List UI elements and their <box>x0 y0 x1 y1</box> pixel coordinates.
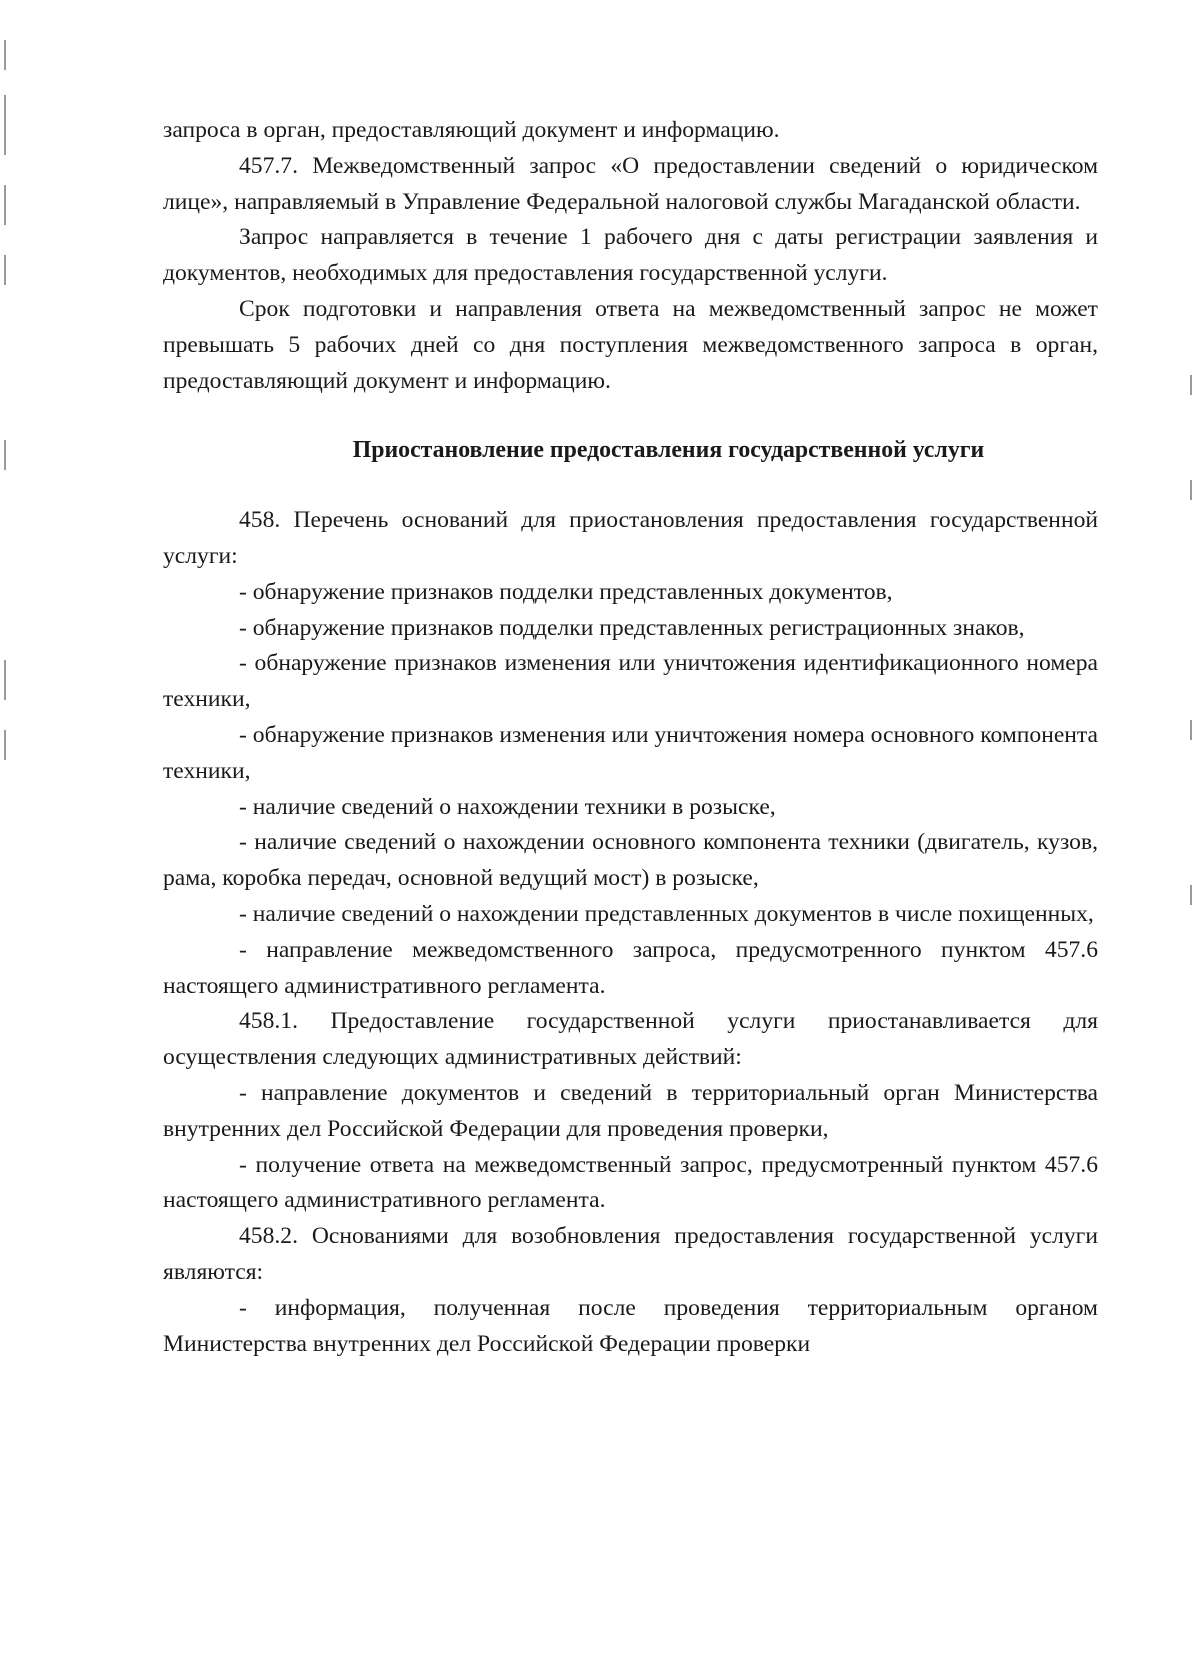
paragraph: - направление документов и сведений в территориальный орган Министерства внутренних дел Российской Федерации для проведения проверки, <box>163 1079 1098 1142</box>
scan-edge-mark <box>4 185 6 225</box>
paragraph: - наличие сведений о нахождении техники в розыске, <box>239 793 776 820</box>
paragraph: - обнаружение признаков подделки представленных регистрационных знаков, <box>239 614 1025 641</box>
document-body <box>163 113 1098 1362</box>
paragraph: 458.2. Основаниями для возобновления предоставления государственной услуги являются: <box>163 1223 1098 1285</box>
paragraph: Запрос направляется в течение 1 рабочего дня с даты регистрации заявления и документов, необходимых для предоставления государственной услуги. <box>163 224 1098 287</box>
scan-edge-mark <box>4 40 6 70</box>
paragraphs-after-heading <box>163 503 1098 1362</box>
paragraph: - обнаружение признаков подделки представленных документов, <box>239 578 893 605</box>
paragraph: - обнаружение признаков изменения или уничтожения номера основного компонента техники, <box>163 721 1098 784</box>
scan-edge-mark <box>1190 375 1192 395</box>
paragraph: - получение ответа на межведомственный запрос, предусмотренный пунктом 457.6 настоящего административного регламента. <box>163 1151 1098 1214</box>
paragraph: - наличие сведений о нахождении представленных документов в числе похищенных, <box>239 900 1094 927</box>
scan-edge-mark <box>4 440 6 470</box>
scan-edge-mark <box>1190 480 1192 500</box>
scan-edge-mark <box>4 255 6 285</box>
paragraphs-before-heading <box>163 113 1098 399</box>
section-heading: Приостановление предоставления государственной услуги <box>352 437 985 464</box>
paragraph: 458. Перечень оснований для приостановления предоставления государственной услуги: <box>163 507 1098 569</box>
paragraph: 457.7. Межведомственный запрос «О предоставлении сведений о юридическом лице», направляемый в Управление Федеральной налоговой службы Магаданской области. <box>163 152 1098 215</box>
scan-edge-mark <box>4 660 6 700</box>
scan-edge-mark <box>1190 720 1192 740</box>
paragraph: 458.1. Предоставление государственной услуги приостанавливается для осуществления следующих административных действий: <box>163 1008 1098 1071</box>
paragraph: - направление межведомственного запроса, предусмотренного пунктом 457.6 настоящего административного регламента. <box>163 936 1098 999</box>
scan-edge-mark <box>1190 885 1192 905</box>
paragraph: - информация, полученная после проведения территориальным органом Министерства внутренних дел Российской Федерации проверки <box>163 1294 1098 1357</box>
paragraph: Срок подготовки и направления ответа на межведомственный запрос не может превышать 5 рабочих дней со дня поступления межведомственного запроса в орган, предоставляющий документ и информацию. <box>163 295 1098 394</box>
paragraph: - обнаружение признаков изменения или уничтожения идентификационного номера техники, <box>163 650 1098 713</box>
scan-edge-mark <box>4 95 6 155</box>
paragraph: запроса в орган, предоставляющий документ и информацию. <box>163 117 780 143</box>
paragraph: - наличие сведений о нахождении основного компонента техники (двигатель, кузов, рама, коробка передач, основной ведущий мост) в розыске, <box>163 829 1098 892</box>
scan-edge-mark <box>4 730 6 760</box>
